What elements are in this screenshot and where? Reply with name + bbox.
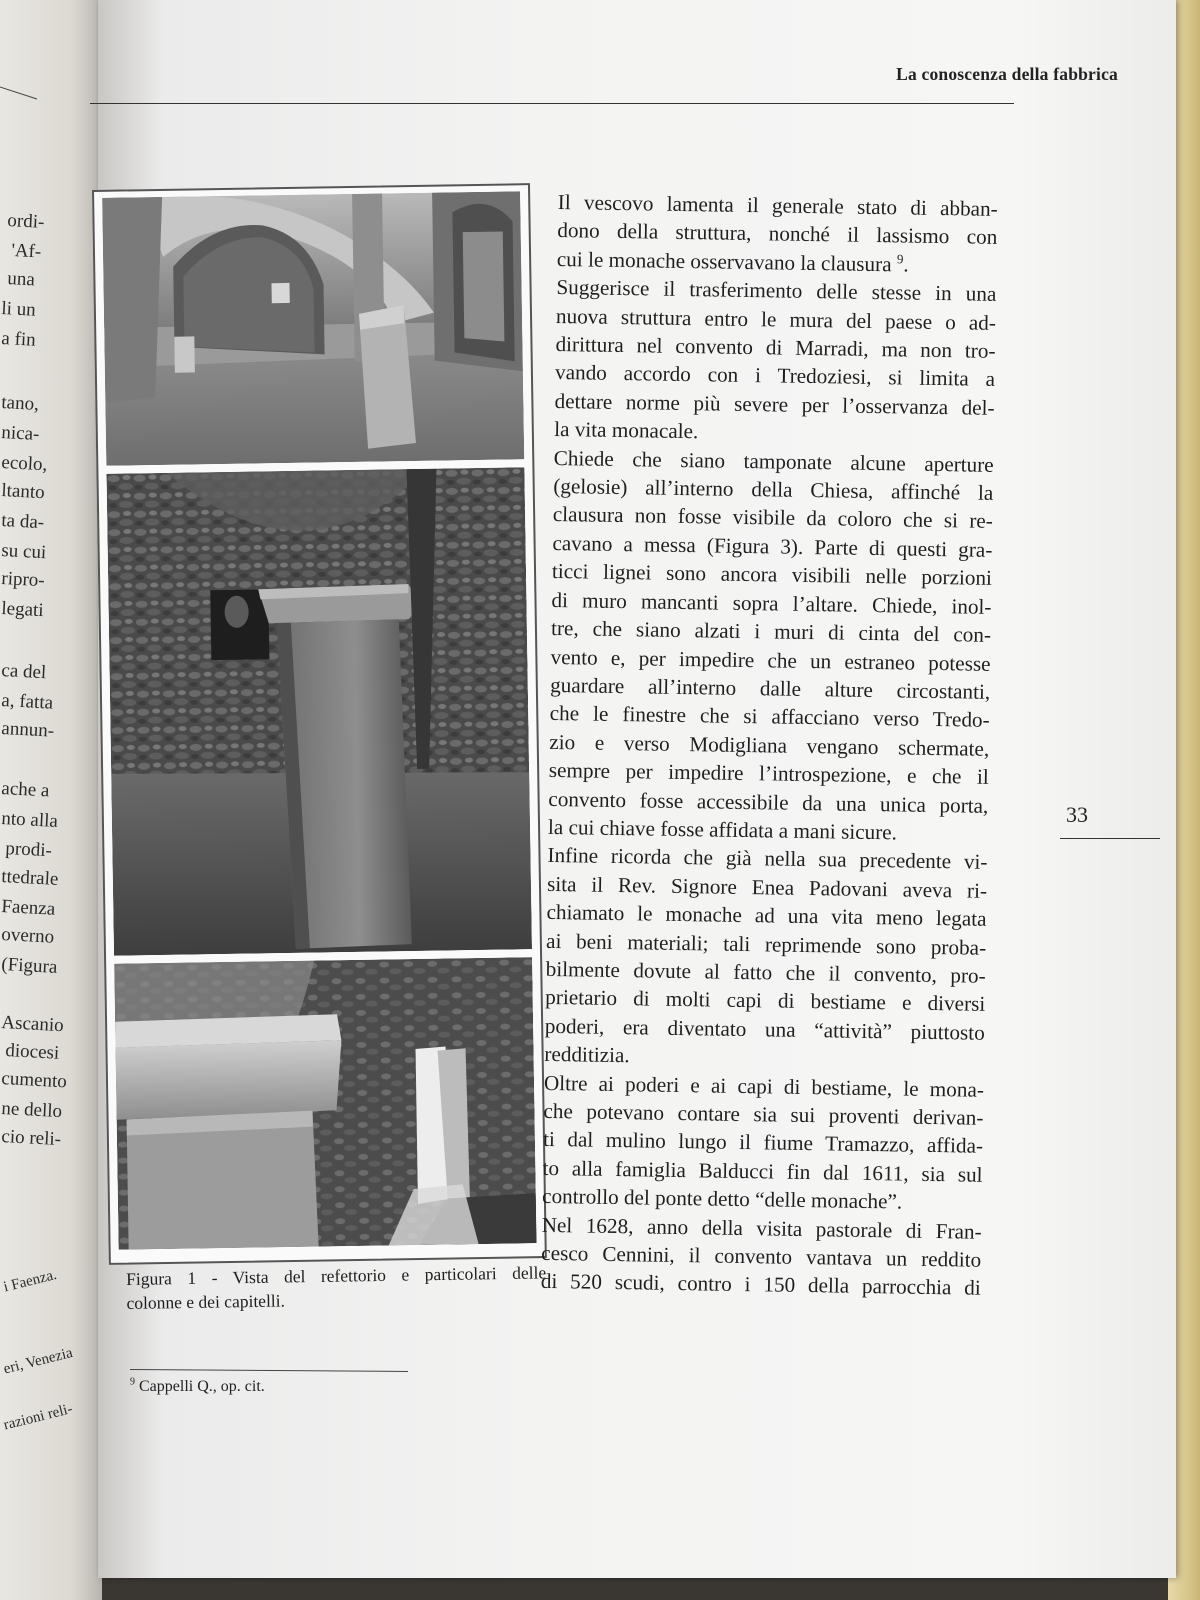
footnote-text: Cappelli Q., op. cit. [139, 1378, 265, 1395]
figure-caption [126, 1261, 547, 1315]
previous-page-fragment: a, fatta [0, 690, 54, 714]
body-line: Il vescovo lamenta il generale stato di abban- [557, 189, 998, 221]
figure-photo-refectory [102, 191, 524, 466]
body-line: tre, che siano alzati i muri di cinta del con- [550, 616, 992, 647]
body-line: guardare all’interno dalle alture circostanti, [550, 672, 991, 704]
body-line: sita il Rev. Signore Enea Padovani aveva ri- [546, 871, 988, 903]
body-line: cavano a messa (Figura 3). Parte di questi gra- [552, 530, 993, 562]
previous-page-fragment: ltanto [0, 480, 46, 504]
previous-page-fragment: Faenza [0, 896, 56, 920]
body-line: Oltre ai poderi e ai capi di bestiame, le mona- [543, 1070, 985, 1102]
body-line: prietario di molti capi di bestiame e diversi [545, 985, 986, 1017]
figure-1 [92, 183, 547, 1265]
previous-page-fragment: i Faenza. [2, 1266, 59, 1296]
previous-page-fragment: ca del [0, 660, 47, 684]
body-line: dettare norme più severe per l’osservanza del- [554, 388, 995, 420]
previous-page-fragment: ttedrale [0, 866, 59, 890]
previous-page-rule [0, 80, 37, 99]
previous-page-fragment: ripro- [0, 568, 46, 592]
body-line: la vita monacale. [554, 417, 699, 444]
previous-page-fragment: eri, Venezia [2, 1344, 75, 1378]
body-line: dono della struttura, nonché il lassismo con [557, 218, 998, 250]
body-line: di 520 scudi, contro i 150 della parrocchia di [540, 1269, 981, 1301]
figure-caption-line: Figura 1 - Vista del refettorio e particolari delle [126, 1262, 547, 1289]
previous-page-fragment: ordi- [6, 210, 45, 233]
body-line: poderi, era diventato una “attività” piuttosto [544, 1013, 985, 1045]
previous-page-fragment: li un [0, 298, 37, 321]
body-line: vando accordo con i Tredoziesi, si limita a [554, 360, 996, 392]
figure-photo-capital [114, 957, 536, 1250]
figure-photo-column [106, 467, 532, 956]
footnote-reference-trail: . [903, 252, 909, 277]
previous-page-fragment: ache a [0, 778, 50, 802]
body-line: la cui chiave fosse affidata a mani sicure. [547, 814, 898, 845]
body-line: Chiede che siano tamponate alcune aperture [553, 445, 994, 477]
previous-page-fragment: nica- [0, 422, 40, 445]
body-line: di muro mancanti sopra l’altare. Chiede, inol- [551, 587, 992, 619]
previous-page-fragment: legati [0, 598, 45, 622]
body-line: convento fosse accessibile da una unica porta, [548, 786, 989, 818]
previous-page-fragment: nto alla [0, 808, 59, 832]
previous-page-fragment: ne dello [0, 1098, 63, 1123]
previous-page-fragment: ecolo, [0, 452, 48, 476]
previous-page-fragment: a fin [0, 328, 37, 351]
footnote-number: 9 [130, 1376, 135, 1388]
previous-page-edge [0, 0, 102, 1600]
previous-page-fragment: razioni reli- [2, 1400, 75, 1434]
footnote-rule [130, 1369, 408, 1372]
page-number: 33 [1066, 802, 1088, 827]
body-line: controllo del ponte detto “delle monache”. [541, 1184, 903, 1214]
previous-page-fragment: prodi- [4, 838, 53, 862]
header-rule [90, 103, 1014, 104]
body-line: Suggerisce il trasferimento delle stesse in una [556, 275, 997, 307]
previous-page-fragment: diocesi [4, 1040, 60, 1064]
body-line: Infine ricorda che già nella sua precedente vi- [547, 843, 988, 875]
previous-page-fragment: cio reli- [0, 1126, 62, 1151]
body-line: sempre per impedire l’introspezione, e che il [548, 758, 989, 789]
footnote-reference[interactable]: 9 [896, 251, 904, 267]
footnote [130, 1378, 265, 1396]
body-line: ti dal mulino lungo il fiume Tramazzo, affida- [542, 1127, 984, 1159]
body-text [541, 188, 998, 1303]
previous-page-fragment: 'Af- [10, 240, 42, 263]
figure-caption-line: colonne e dei capitelli. [126, 1290, 286, 1313]
previous-page-fragment: su cui [0, 540, 47, 564]
body-line: cesco Cennini, il convento vantava un reddito [541, 1240, 982, 1272]
body-line: bilmente dovute al fatto che il convento, pro- [545, 956, 986, 988]
previous-page-fragment: tano, [0, 392, 40, 415]
previous-page-fragment: ta da- [0, 510, 45, 534]
previous-page-fragment: overno [0, 924, 55, 948]
previous-page-fragment: annun- [0, 718, 55, 742]
body-line: redditizia. [544, 1042, 630, 1068]
body-line: che potevano contare sia sui proventi derivan- [543, 1098, 984, 1130]
body-line: che le finestre che si affacciano verso Tredo- [549, 701, 990, 733]
page [98, 0, 1176, 1578]
body-line: zio e verso Modigliana vengano schermate, [549, 729, 990, 761]
previous-page-fragment: una [6, 268, 36, 291]
body-line: clausura non fosse visibile da coloro che si re- [552, 502, 994, 534]
body-line: ticci lignei sono ancora visibili nelle porzioni [551, 559, 993, 591]
body-line-text: cui le monache osservavano la clausura [556, 246, 892, 277]
body-line: to alla famiglia Balducci fin dal 1611, sia sul [542, 1155, 983, 1187]
body-line: Nel 1628, anno della visita pastorale di Fran- [541, 1212, 982, 1244]
body-line: dirittura nel convento di Marradi, ma non tro- [555, 332, 996, 363]
body-line: chiamato le monache ad una vita meno legata [546, 900, 987, 931]
previous-page-fragment: (Figura [0, 954, 58, 978]
body-line: ai beni materiali; tali reprimende sono proba- [545, 928, 987, 960]
running-header: La conoscenza della fabbrica [896, 64, 1118, 84]
body-line: nuova struttura entro le mura del paese o ad- [555, 303, 997, 335]
page-number-rule [1060, 838, 1160, 839]
previous-page-fragment: Ascanio [0, 1012, 65, 1037]
body-line: vento e, per impedire che un estraneo potesse [550, 644, 991, 676]
previous-page-fragment: cumento [0, 1068, 68, 1093]
body-line: (gelosie) all’interno della Chiesa, affinché la [553, 474, 994, 505]
